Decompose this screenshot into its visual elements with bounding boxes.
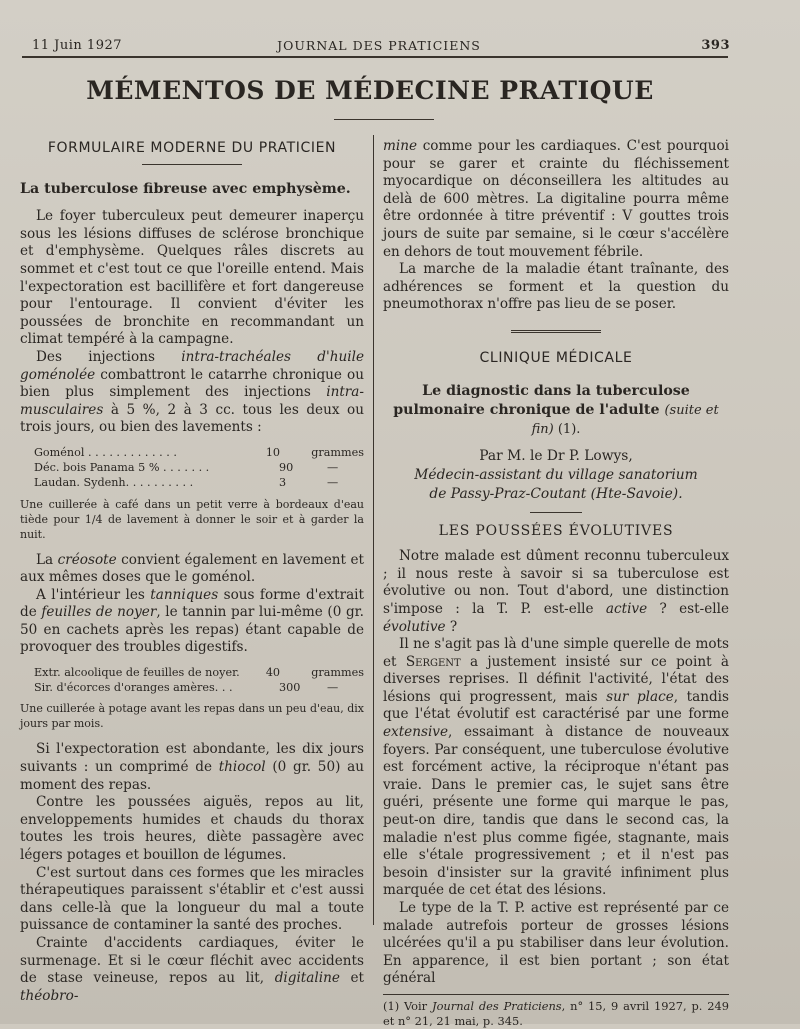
section-heading-clinique: CLINIQUE MÉDICALE: [479, 349, 633, 366]
author-affiliation: Médecin-assistant du village sanatorium: [414, 466, 698, 483]
right-column: [383, 138, 729, 1029]
author-rule: [530, 512, 582, 513]
header-rule: [22, 56, 728, 58]
article-title: Le diagnostic dans la tuberculose pulmonaire chronique de l'adulte (suite et fin) (1).: [393, 382, 719, 437]
header-date: 11 Juin 1927: [32, 38, 123, 53]
section-double-rule: [511, 330, 601, 334]
formula-row: Extr. alcoolique de feuilles de noyer. 40 grammes: [34, 666, 364, 680]
paragraph: Si l'expectoration est abondante, les dix jours suivants : un comprimé de thiocol (0 gr. 50) au moment des repas.: [20, 741, 364, 793]
prescription-formula: [34, 445, 364, 491]
formula-row: Laudan. Sydenh. . . . . . . . . . 3 —: [34, 476, 339, 490]
formula-row: Déc. bois Panama 5 % . . . . . . . 90 —: [34, 461, 339, 475]
section-heading-formulaire: FORMULAIRE MODERNE DU PRATICIEN: [47, 140, 337, 156]
header-page-number: 393: [701, 38, 730, 53]
paragraph: Le type de la T. P. active est représenté par ce malade autrefois porteur de grosses lésions ulcérées qu'il a pu stabiliser dans leur évolution. En apparence, il est bien portant ; son état général: [383, 900, 729, 987]
author-affiliation: de Passy-Praz-Coutant (Hte-Savoie).: [429, 485, 683, 502]
running-header: [28, 38, 730, 56]
title-rule: [334, 119, 434, 120]
left-column: [20, 138, 364, 1005]
header-journal-name: JOURNAL DES PRATICIENS: [277, 38, 481, 53]
paragraph: Crainte d'accidents cardiaques, éviter le surmenage. Et si le cœur fléchit avec accidents de stase veineuse, repos au lit, digitaline et théobro-: [20, 935, 364, 1004]
formula-row: Goménol . . . . . . . . . . . . . 10 grammes: [34, 445, 364, 459]
paragraph: Contre les poussées aiguës, repos au lit, enveloppements humides et chauds du thorax toutes les trois heures, diète passagère avec légers potages et bouillon de légumes.: [20, 794, 364, 864]
footnote-rule: [383, 994, 729, 995]
paragraph: C'est surtout dans ces formes que les miracles thérapeutiques paraissent s'établir et c'est aussi dans celle-là que la longueur du mal a toute puissance de contaminer la santé des proches.: [20, 864, 364, 934]
paragraph: Des injections intra-trachéales d'huile goménolée combattront le catarrhe chronique ou bien plus simplement des injections intra-musculaires à 5 %, 2 à 3 cc. tous les deux ou trois jours, ou bien des lavements :: [20, 348, 364, 436]
footnote: (1) Voir Journal des Praticiens, n° 15, 9 avril 1927, p. 249 et n° 21, 21 mai, p. 345.: [383, 998, 729, 1028]
paragraph: La marche de la maladie étant traînante, des adhérences se forment et la question du pneumothorax n'offre pas lieu de se poser.: [383, 261, 729, 313]
paragraph: A l'intérieur les tanniques sous forme d'extrait de feuilles de noyer, le tannin par lui-même (0 gr. 50 en cachets après les repas) étant capable de provoquer des troubles digestifs.: [20, 586, 364, 656]
formula-row: Sir. d'écorces d'oranges amères. . . 300 —: [34, 681, 339, 695]
paragraph: Le foyer tuberculeux peut demeurer inaperçu sous les lésions diffuses de sclérose bronchique et d'emphysème. Quelques râles discrets au sommet et c'est tout ce que l'oreille entend. Mais l'expectoration est bacillifère et fort dangereuse pour l'entourage. Il convient d'éviter les poussées de bronchite en recommandant un climat tempéré à la campagne.: [20, 208, 364, 348]
dosage-note: Une cuillerée à potage avant les repas dans un peu d'eau, dix jours par mois.: [20, 702, 364, 731]
paragraph: Il ne s'agit pas là d'une simple querelle de mots et Sergent a justement insisté sur ce point à diverses reprises. Il définit l'activité, l'état des lésions qui progressent, mais sur place, tandis que l'état évolutif est caractérisé par une forme extensive, essaimant à distance de nouveaux foyers. Par conséquent, une tuberculose évolutive est forcément active, la réciproque n'étant pas vraie. Dans le premier cas, le sujet sans être guéri, présente une forme qui marque le pas, peut-on dire, tandis que dans le second cas, la maladie n'est plus comme figée, stagnante, mais elle s'étale progressivement ; et il n'est pas besoin d'insister sur la gravité infiniment plus marquée de cet état des lésions.: [383, 636, 729, 899]
section-rule: [142, 164, 242, 165]
prescription-formula: [34, 665, 364, 695]
article-subheading: La tuberculose fibreuse avec emphysème.: [20, 180, 351, 197]
dosage-note: Une cuillerée à café dans un petit verre à bordeaux d'eau tiède pour 1/4 de lavement à donner le soir et à garder la nuit.: [20, 497, 364, 541]
page-title: MÉMENTOS DE MÉDECINE PRATIQUE: [86, 76, 654, 105]
paragraph: mine comme pour les cardiaques. C'est pourquoi pour se garer et crainte du fléchissement myocardique on déconseillera les altitudes au delà de 600 mètres. La digitaline pourra même être ordonnée à titre préventif : V gouttes trois jours de suite par semaine, si le cœur s'accélère en dehors de tout mouvement fébrile.: [383, 138, 729, 260]
article-author: Par M. le Dr P. Lowys,: [479, 447, 633, 464]
paragraph: Notre malade est dûment reconnu tuberculeux ; il nous reste à savoir si sa tuberculose est évolutive ou non. Tout d'abord, une distinction s'impose : la T. P. est-elle active ? est-elle évolutive ?: [383, 548, 730, 635]
chapter-heading: LES POUSSÉES ÉVOLUTIVES: [438, 522, 674, 539]
paragraph: La créosote convient également en lavement et aux mêmes doses que le goménol.: [20, 551, 365, 586]
column-divider: [373, 135, 374, 925]
